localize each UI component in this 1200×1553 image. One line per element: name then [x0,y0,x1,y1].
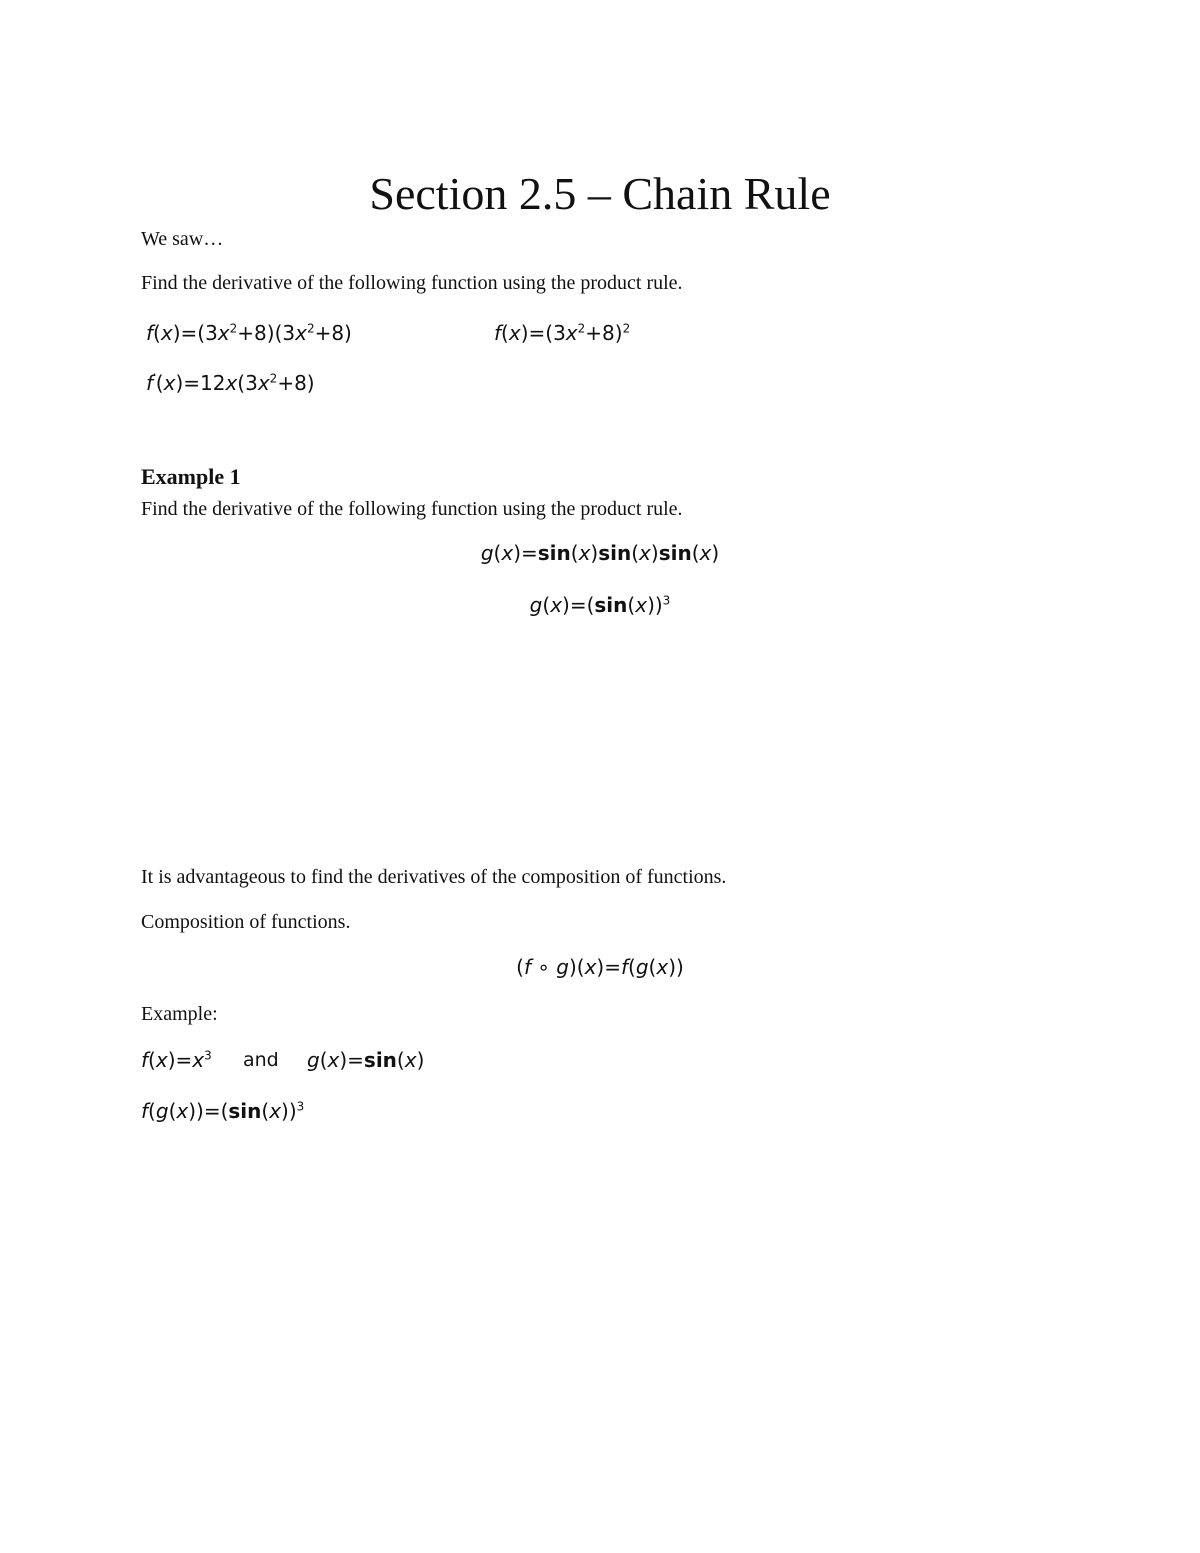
example-f-definition: $f(x)=x^3$ [141,1048,212,1072]
example-1-instruction: Find the derivative of the following function using the product rule. [141,498,683,520]
composition-advantage-text: It is advantageous to find the derivatives of the composition of functions. [141,866,727,888]
equation-power-form: $f(x)=(3x^2+8)^2$ [494,321,631,345]
example-1-equation-power: $g(x)=(\sin(x))^3$ [529,593,671,617]
composition-result: $f(g(x))=(\sin(x))^3$ [141,1099,305,1123]
intro-we-saw: We saw… [141,228,224,250]
page-title: Section 2.5 – Chain Rule [369,168,831,219]
composition-formula: (f ∘ g)(x)=f(g(x)) [516,955,684,979]
composition-label: Composition of functions. [141,911,351,933]
example-label: Example: [141,1003,218,1025]
equation-product-form: $f(x)=(3x^2+8)(3x^2+8)$ [146,321,352,345]
intro-instruction: Find the derivative of the following function using the product rule. [141,272,683,294]
and-word: and [243,1049,279,1071]
example-g-definition: g(x)=sin(x) [307,1048,425,1072]
example-1-equation-product: g(x)=sin(x)sin(x)sin(x) [480,541,720,565]
example-1-heading: Example 1 [141,464,241,489]
equation-derivative: $f'(x)=12x(3x^2+8)$ [146,371,315,395]
